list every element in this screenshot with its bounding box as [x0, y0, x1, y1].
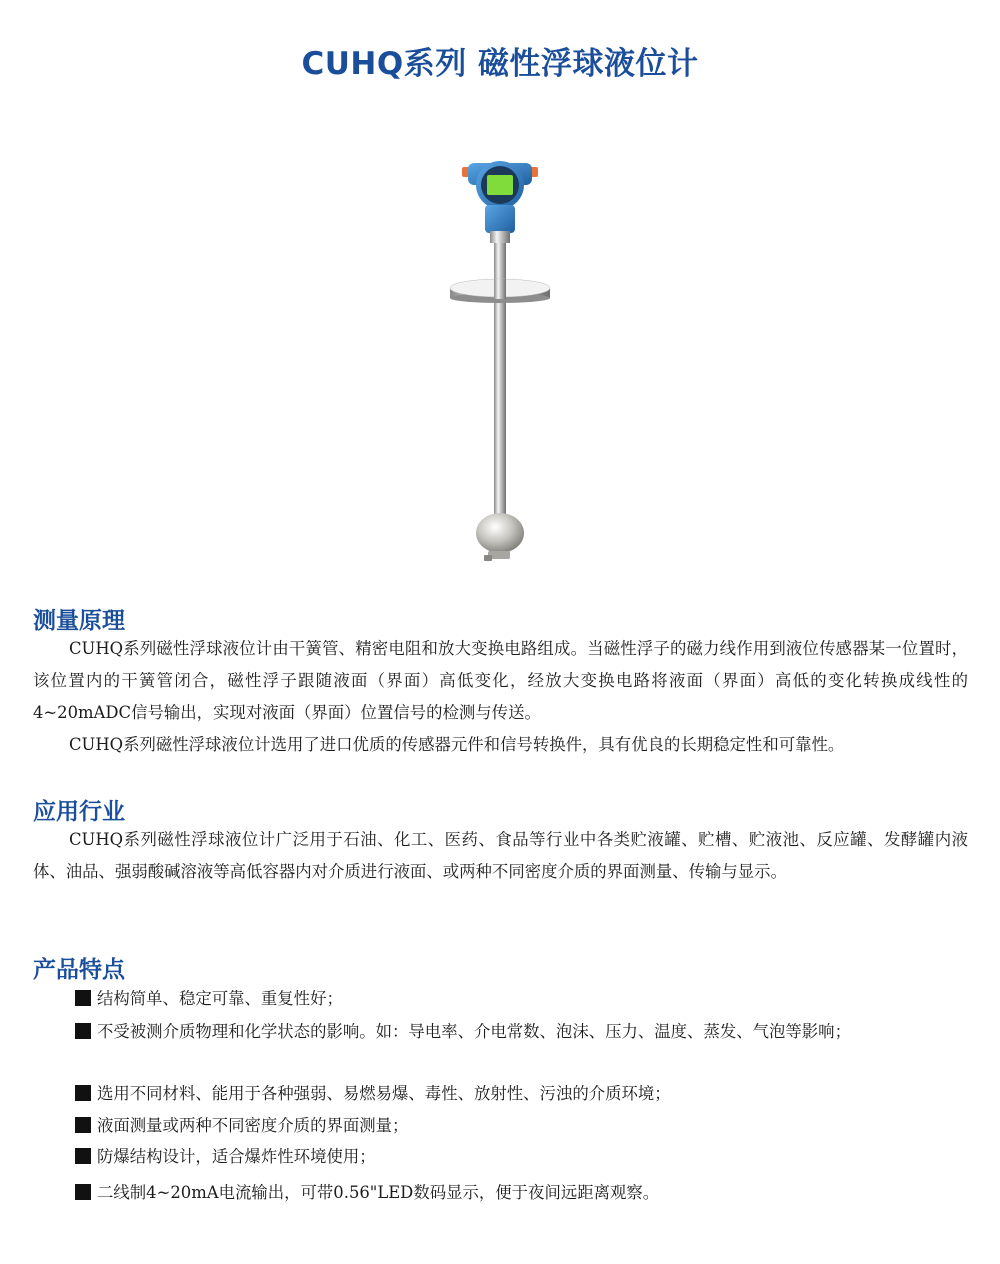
flange-icon: [450, 279, 550, 303]
section-heading-features: 产品特点: [33, 957, 125, 983]
feature-item: 结构简单、稳定可靠、重复性好；: [33, 983, 968, 1015]
principle-paragraph-2: CUHQ系列磁性浮球液位计选用了进口优质的传感器元件和信号转换件，具有优良的长期稳定性和可靠性。: [69, 735, 845, 754]
feature-item: 不受被测介质物理和化学状态的影响。如：导电率、介电常数、泡沫、压力、温度、蒸发、气泡等影响；: [33, 1016, 968, 1048]
square-bullet-icon: [75, 1085, 91, 1101]
feature-item: 选用不同材料、能用于各种强弱、易燃易爆、毒性、放射性、污浊的介质环境；: [33, 1078, 968, 1110]
page-title: CUHQ系列 磁性浮球液位计: [301, 46, 699, 82]
square-bullet-icon: [75, 990, 91, 1006]
float-ball-icon: [476, 513, 524, 561]
section-heading-principle: 测量原理: [33, 608, 125, 634]
blue-transmitter-head-icon: [462, 161, 538, 233]
feature-item: 防爆结构设计，适合爆炸性环境使用；: [33, 1141, 968, 1173]
square-bullet-icon: [75, 1023, 91, 1039]
product-image: [440, 155, 560, 585]
principle-paragraph-1: CUHQ系列磁性浮球液位计由干簧管、精密电阻和放大变换电路组成。当磁性浮子的磁力线作用到液位传感器某一位置时，该位置内的干簧管闭合，磁性浮子跟随液面（界面）高低变化，经放大变换电路将液面（界面）高低的变化转换成线性的4~20mADC信号输出，实现对液面（界面）位置信号的检测与传送。: [33, 639, 968, 722]
application-paragraph: CUHQ系列磁性浮球液位计广泛用于石油、化工、医药、食品等行业中各类贮液罐、贮槽、贮液池、反应罐、发酵罐内液体、油品、强弱酸碱溶液等高低容器内对介质进行液面、或两种不同密度介质的界面测量、传输与显示。: [33, 830, 968, 881]
square-bullet-icon: [75, 1148, 91, 1164]
section-heading-application: 应用行业: [33, 799, 125, 825]
feature-item: 二线制4~20mA电流输出，可带0.56"LED数码显示，便于夜间远距离观察。: [33, 1177, 968, 1209]
square-bullet-icon: [75, 1117, 91, 1133]
square-bullet-icon: [75, 1184, 91, 1200]
feature-item: 液面测量或两种不同密度介质的界面测量；: [33, 1110, 968, 1142]
